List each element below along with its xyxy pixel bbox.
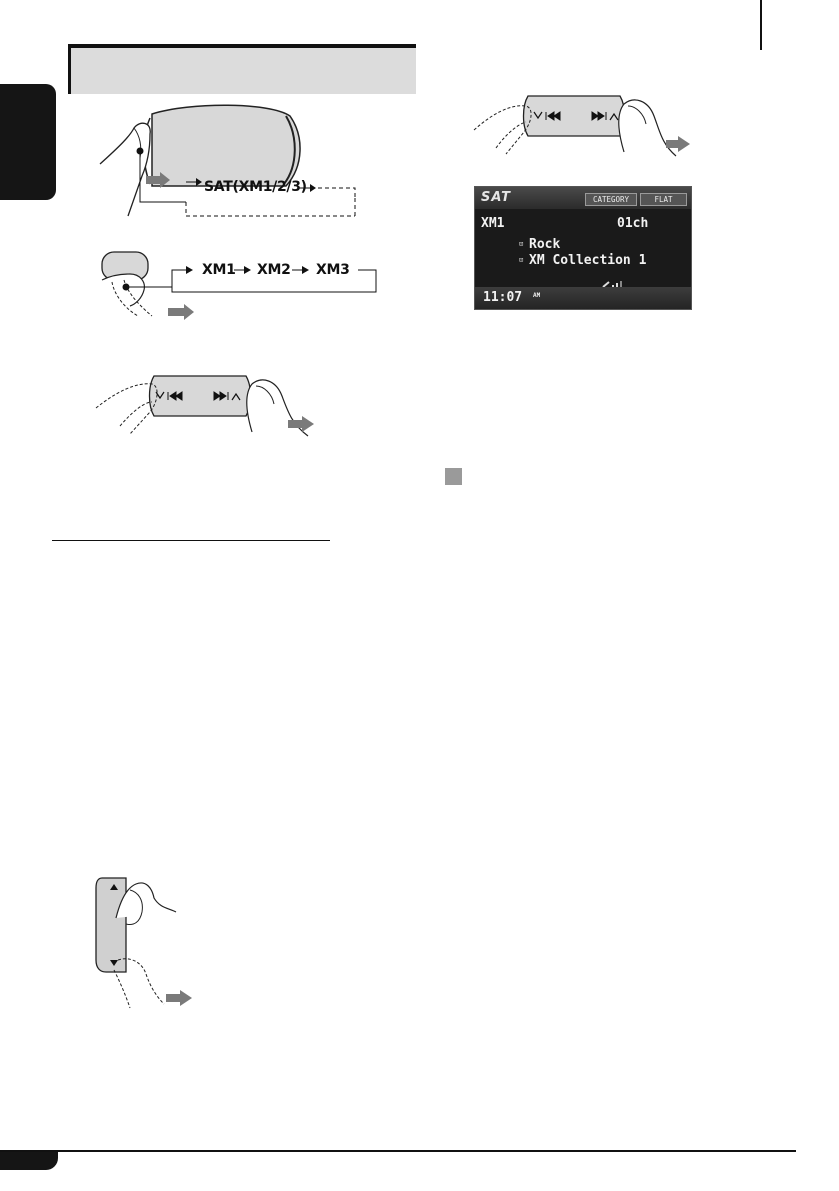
channel-name-icon: ⊡ — [519, 256, 524, 264]
band-mode-sequence: SAT(XM1/2/3) — [204, 179, 307, 195]
flat-button: FLAT — [640, 193, 687, 206]
band-step-3: XM3 — [316, 262, 350, 278]
updown-button-bar — [96, 878, 126, 972]
lcd-top-bar — [475, 187, 691, 209]
source-logo: SAT — [481, 190, 512, 205]
band-button-illustration — [96, 250, 386, 320]
lcd-display — [474, 186, 692, 310]
section-bullet — [445, 468, 462, 485]
skip-buttons-illustration-right — [472, 92, 702, 158]
page-number-tab — [0, 1152, 58, 1170]
band-step-2: XM2 — [257, 262, 291, 278]
channel-name: XM Collection 1 — [529, 253, 647, 268]
skip-buttons-illustration-left — [96, 372, 326, 438]
clock-suffix: AM — [533, 292, 541, 299]
lcd-bottom-bar — [475, 287, 691, 309]
channel-number: 01ch — [617, 216, 649, 231]
updown-buttons-illustration — [80, 872, 210, 1012]
section-header — [68, 44, 416, 94]
source-dial-illustration — [90, 106, 310, 226]
arrow-right-icon — [166, 990, 192, 1006]
category-button: CATEGORY — [585, 193, 637, 206]
language-side-tab — [0, 84, 56, 200]
category-icon: ⊡ — [519, 240, 524, 248]
band-label: XM1 — [481, 216, 505, 231]
arrow-right-icon — [168, 304, 194, 320]
section-rule — [52, 540, 330, 541]
top-rule — [760, 0, 762, 50]
band-step-1: XM1 — [202, 262, 236, 278]
bottom-rule — [0, 1150, 796, 1152]
clock: 11:07 — [483, 290, 523, 305]
category-name: Rock — [529, 237, 561, 252]
